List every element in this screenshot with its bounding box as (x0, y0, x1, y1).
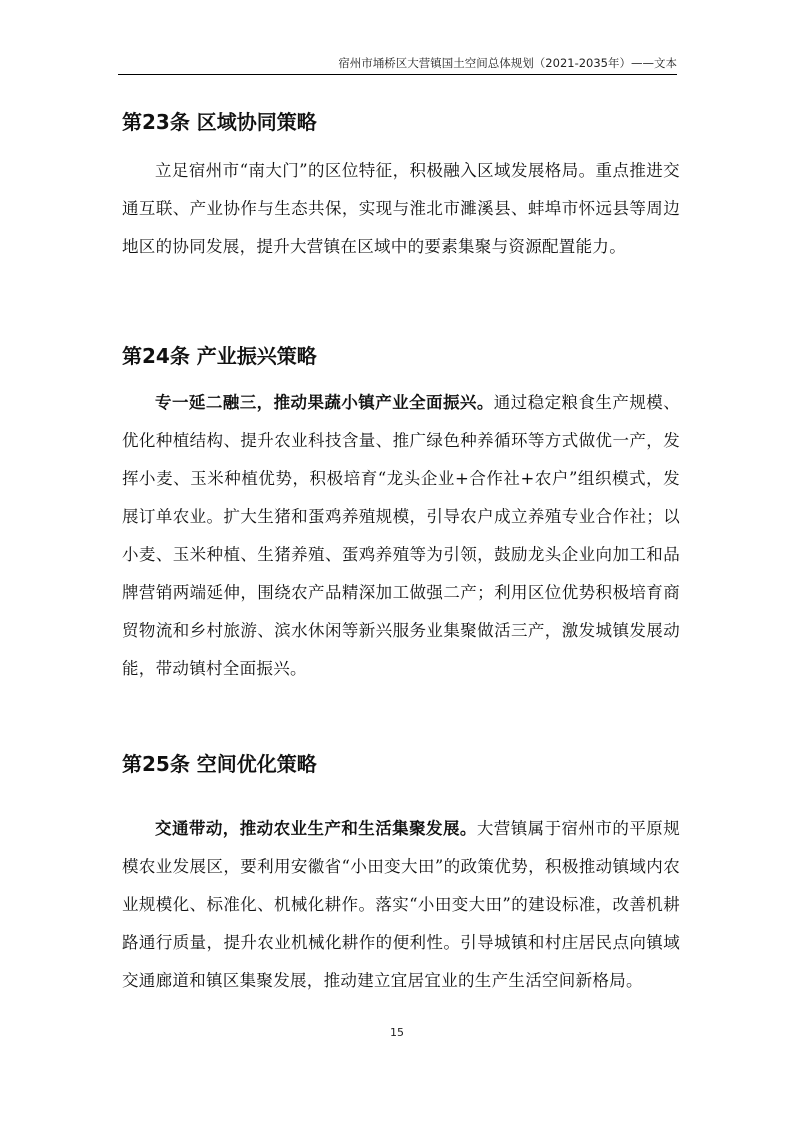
running-header: 宿州市埇桥区大营镇国土空间总体规划（2021-2035年）——文本 (338, 56, 677, 70)
section-25-paragraph (122, 810, 680, 1000)
section-24 (122, 342, 680, 688)
header-rule (118, 74, 677, 75)
section-25-lead: 交通带动，推动农业生产和生活集聚发展。 (155, 819, 477, 838)
section-23 (122, 108, 680, 266)
section-23-paragraph (122, 152, 680, 266)
section-25-title: 第25条 空间优化策略 (122, 752, 317, 776)
section-24-lead: 专一延二融三，推动果蔬小镇产业全面振兴。 (155, 393, 494, 412)
section-24-paragraph (122, 384, 680, 688)
section-25-body: 大营镇属于宿州市的平原规模农业发展区，要利用安徽省“小田变大田”的政策优势，积极推动镇域内农业规模化、标准化、机械化耕作。落实“小田变大田”的建设标准，改善机耕路通行质量，提升农业机械化耕作的便利性。引导城镇和村庄居民点向镇域交通廊道和镇区集聚发展，推动建立宜居宜业的生产生活空间新格局。 (122, 819, 680, 990)
page-number: 15 (390, 1026, 404, 1039)
section-23-body: 立足宿州市“南大门”的区位特征，积极融入区域发展格局。重点推进交通互联、产业协作与生态共保，实现与淮北市濉溪县、蚌埠市怀远县等周边地区的协同发展，提升大营镇在区域中的要素集聚与资源配置能力。 (122, 161, 680, 256)
section-24-title: 第24条 产业振兴策略 (122, 344, 317, 368)
section-24-body: 通过稳定粮食生产规模、优化种植结构、提升农业科技含量、推广绿色种养循环等方式做优一产，发挥小麦、玉米种植优势，积极培育“龙头企业+合作社+农户”组织模式，发展订单农业。扩大生猪和蛋鸡养殖规模，引导农户成立养殖专业合作社；以小麦、玉米种植、生猪养殖、蛋鸡养殖等为引领，鼓励龙头企业向加工和品牌营销两端延伸，围绕农产品精深加工做强二产；利用区位优势积极培育商贸物流和乡村旅游、滨水休闲等新兴服务业集聚做活三产，激发城镇发展动能，带动镇村全面振兴。 (122, 393, 680, 678)
section-25 (122, 750, 680, 1000)
section-23-title: 第23条 区域协同策略 (122, 110, 317, 134)
